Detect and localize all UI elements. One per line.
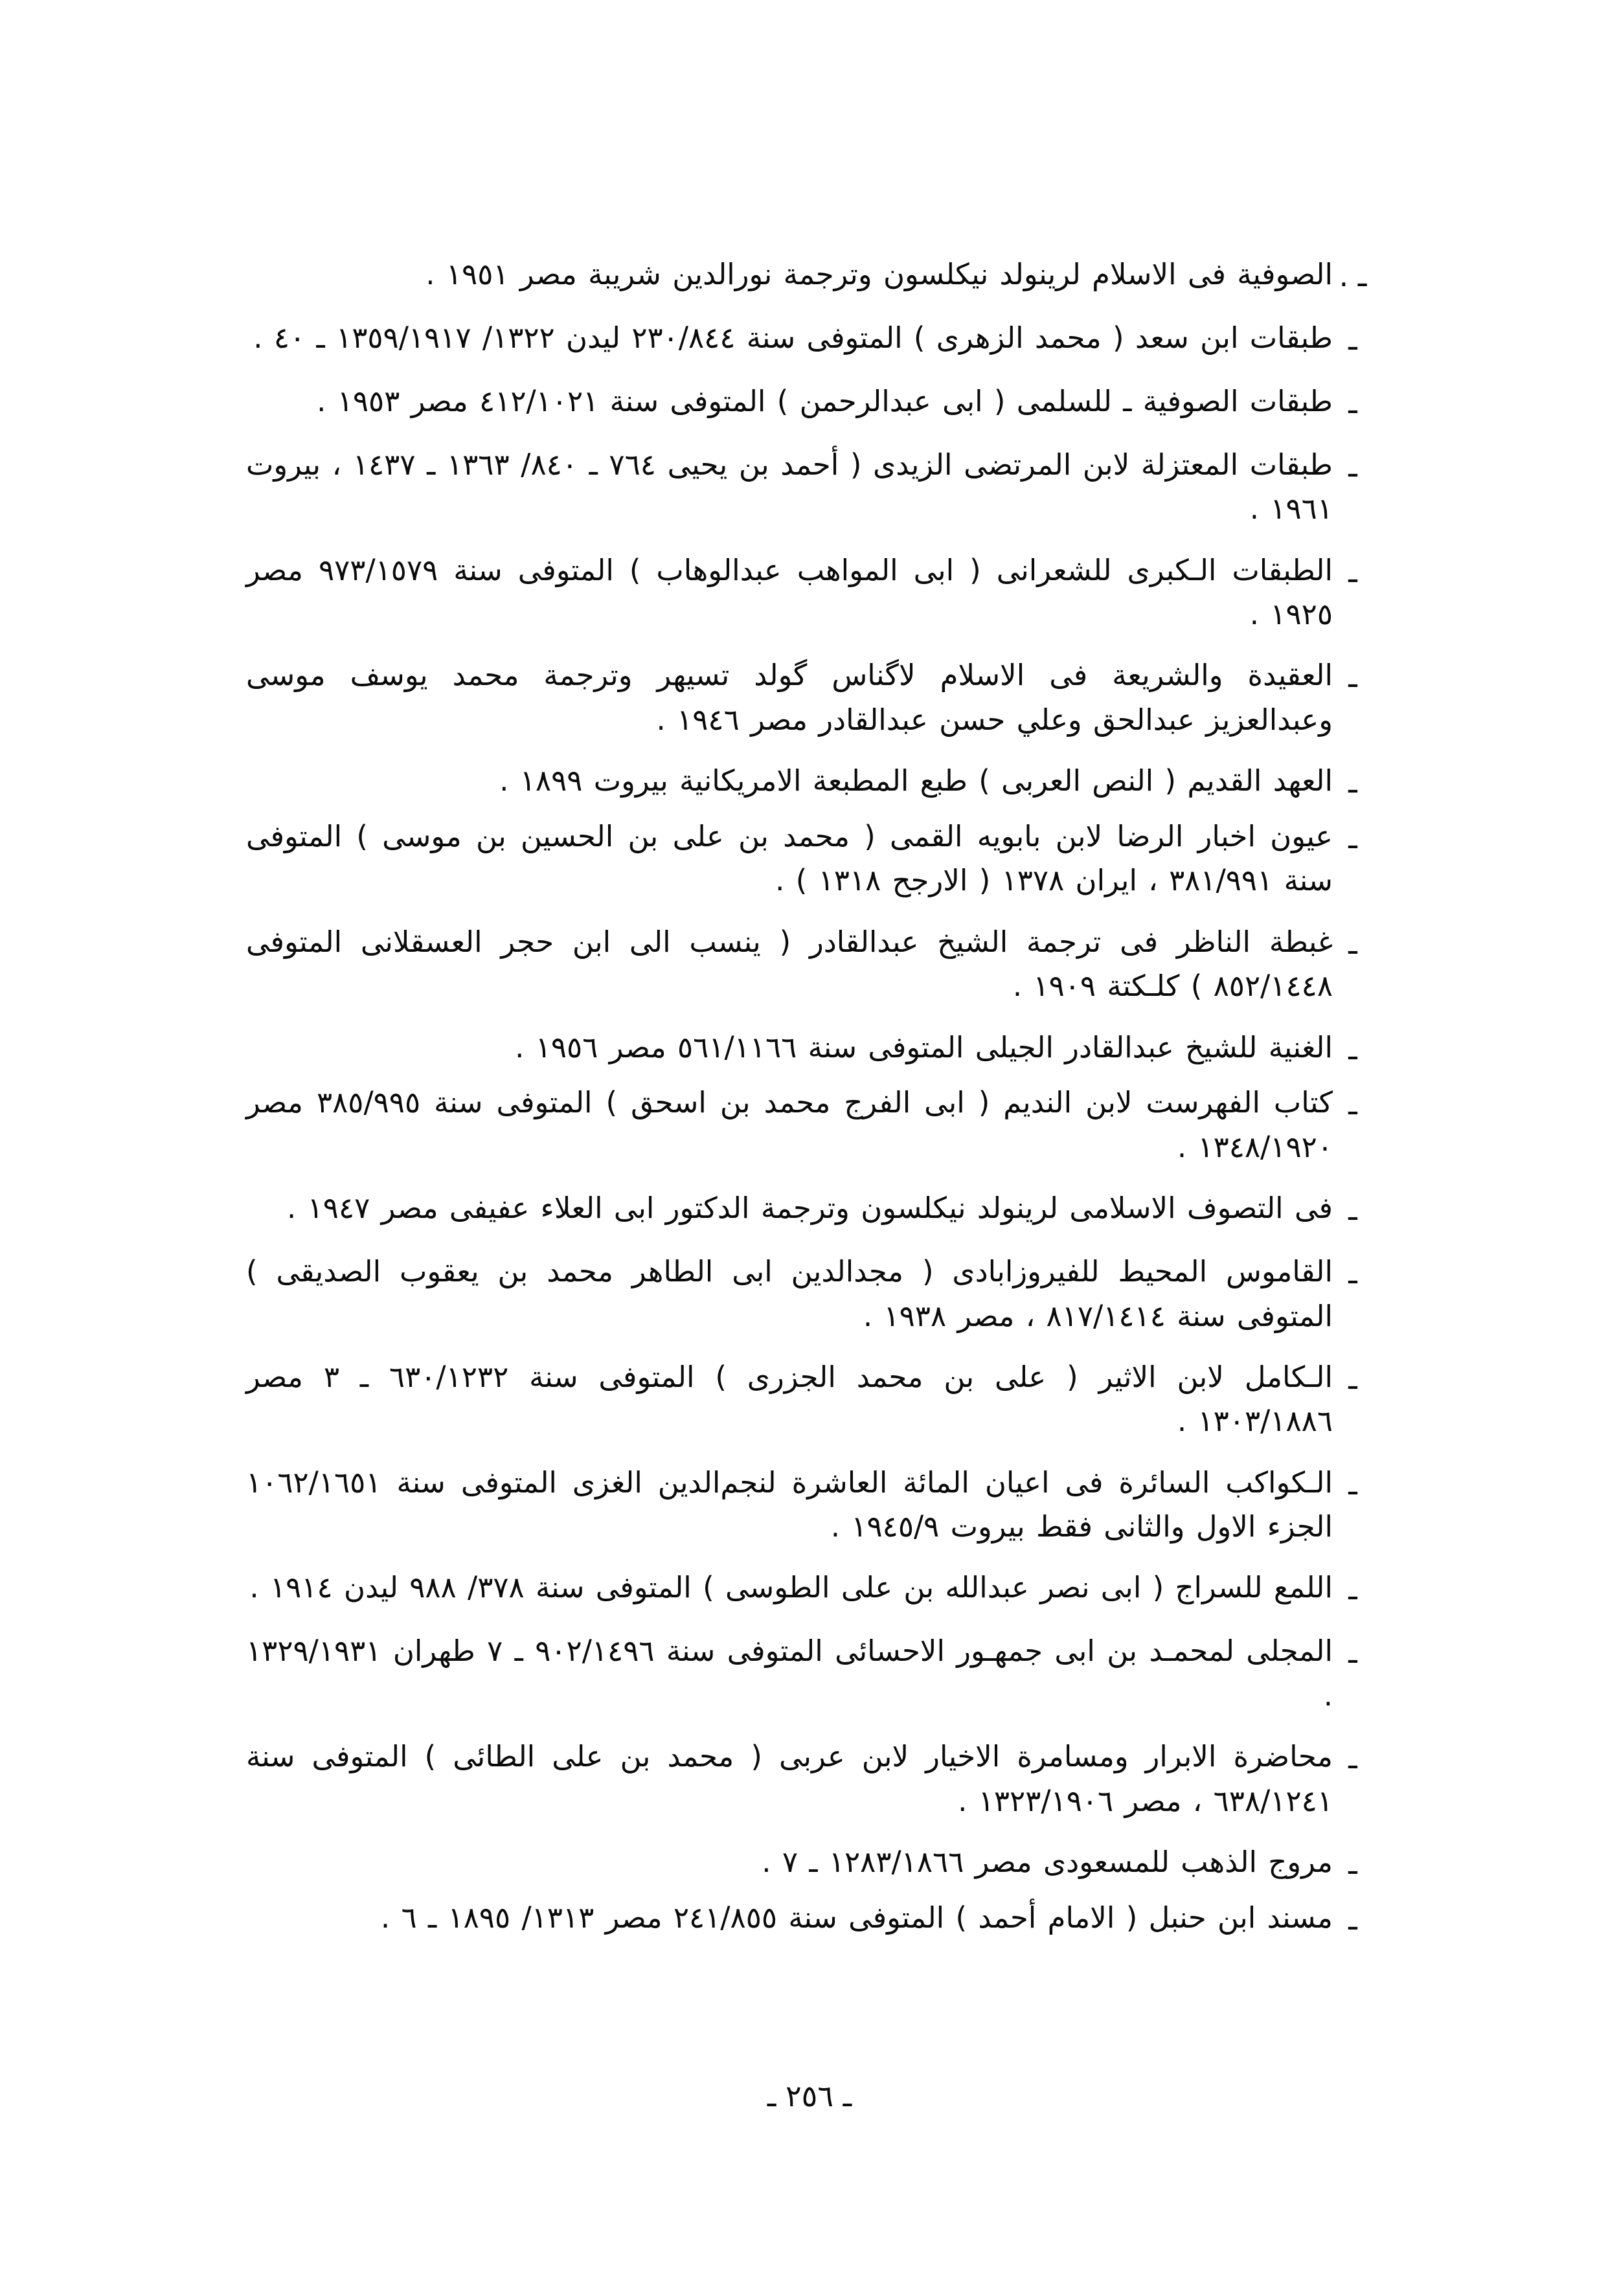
list-item [246,653,1373,742]
list-item [246,1081,1373,1169]
list-item [246,548,1373,637]
entry-bullet: ـ [1348,448,1357,484]
bibliography-list [246,253,1373,1959]
entry-bullet: ـ [1348,765,1357,800]
entry-text: طبقات المعتزلة لابن المرتضى الزيدى ( أحمد بن يحيى ٧٦٤ ـ ٨٤٠/ ١٣٦٣ ـ ١٤٣٧ ، بيروت ١٩٦١ . [246,447,1333,526]
entry-text: كتاب الفهرست لابن النديم ( ابى الفرج محمد بن اسحق ) المتوفى سنة ٣٨٥/٩٩٥ مصر ١٣٤٨/١٩٢٠ . [246,1085,1333,1164]
list-item [246,1629,1373,1718]
entry-bullet: ـ [1348,1031,1357,1066]
list-item [246,1461,1373,1549]
list-item [246,1566,1373,1612]
entry-text: طبقات ابن سعد ( محمد الزهرى ) المتوفى سنة ٢٣٠/٨٤٤ ليدن ١٣٢٢/ ١٣٥٩/١٩١٧ ـ ٤٠ . [253,320,1333,355]
entry-text: الغنية للشيخ عبدالقادر الجيلى المتوفى سنة ٥٦١/١١٦٦ مصر ١٩٥٦ . [515,1030,1333,1064]
entry-text: فى التصوف الاسلامى لرينولد نيكلسون وترجمة الدكتور ابى العلاء عفيفى مصر ١٩٤٧ . [287,1191,1333,1226]
entry-bullet: ـ [1348,1086,1357,1122]
entry-text: العقيدة والشريعة فى الاسلام لاگناس گولد تسيهر وترجمة محمد يوسف موسى وعبدالعزيز عبدالحق وعلي حسن عبدالقادر مصر ١٩٤٦ . [246,658,1333,737]
list-item [246,759,1373,805]
entry-text: غبطة الناظر فى ترجمة الشيخ عبدالقادر ( ينسب الى ابن حجر العسقلانى المتوفى ٨٥٢/١٤٤٨ ) كلـكتة ١٩٠٩ . [246,924,1333,1004]
entry-text: الـكامل لابن الاثير ( على بن محمد الجزرى ) المتوفى سنة ٦٣٠/١٢٣٢ ـ ٣ مصر ١٣٠٣/١٨٨٦ . [246,1359,1333,1439]
entry-bullet: ـ [1348,659,1357,695]
entry-text: محاضرة الابرار ومسامرة الاخيار لابن عربى ( محمد بن على الطائى ) المتوفى سنة ٦٣٨/١٢٤١ ، مصر ١٣٢٣/١٩٠٦ . [246,1739,1333,1818]
entry-bullet: ـ . [1339,258,1367,293]
entry-text: الصوفية فى الاسلام لرينولد نيكلسون وترجمة نورالدين شريبة مصر ١٩٥١ . [425,257,1333,291]
list-item [246,1186,1373,1233]
entry-text: الطبقات الـكبرى للشعرانى ( ابى المواهب عبدالوهاب ) المتوفى سنة ٩٧٣/١٥٧٩ مصر ١٩٢٥ . [246,552,1333,631]
entry-text: الـكواكب السائرة فى اعيان المائة العاشرة لنجم‌الدين الغزى المتوفى سنة ١٠٦٢/١٦٥١ الجزء الاول والثانى فقط بيروت ١٩٤٥/٩ . [246,1465,1333,1544]
entry-text: العهد القديم ( النص العربى ) طبع المطبعة الامريكانية بيروت ١٨٩٩ . [499,763,1333,798]
entry-bullet: ـ [1348,554,1357,589]
entry-bullet: ـ [1348,1571,1357,1607]
entry-text: طبقات الصوفية ـ للسلمى ( ابى عبدالرحمن ) المتوفى سنة ٤١٢/١٠٢١ مصر ١٩٥٣ . [317,383,1333,418]
entry-bullet: ـ [1348,385,1357,420]
list-item [246,253,1373,299]
list-item [246,1896,1373,1942]
entry-bullet: ـ [1348,820,1357,855]
entry-bullet: ـ [1348,1901,1357,1937]
list-item [246,316,1373,363]
entry-text: مسند ابن حنبل ( الامام أحمد ) المتوفى سنة ٢٤١/٨٥٥ مصر ١٣١٣/ ١٨٩٥ ـ ٦ . [380,1900,1333,1935]
list-item [246,443,1373,532]
list-item [246,1355,1373,1444]
list-item [246,1735,1373,1823]
entry-bullet: ـ [1348,1360,1357,1396]
page-number: ـ ٢٥٦ ـ [767,2078,852,2113]
list-item [246,1026,1373,1072]
list-item [246,1250,1373,1338]
entry-bullet: ـ [1348,1466,1357,1502]
list-item [246,379,1373,426]
entry-text: مروج الذهب للمسعودى مصر ١٢٨٣/١٨٦٦ ـ ٧ . [762,1844,1333,1879]
entry-bullet: ـ [1348,925,1357,961]
entry-bullet: ـ [1348,1635,1357,1671]
entry-text: اللمع للسراج ( ابى نصر عبدالله بن على الطوسى ) المتوفى سنة ٣٧٨/ ٩٨٨ ليدن ١٩١٤ . [249,1570,1333,1605]
entry-text: المجلى لمحمـد بن ابى جمهـور الاحسائى المتوفى سنة ٩٠٢/١٤٩٦ ـ ٧ طهران ١٣٢٩/١٩٣١ . [246,1634,1333,1713]
list-item [246,1840,1373,1887]
entry-bullet: ـ [1348,321,1357,357]
entry-text: القاموس المحيط للفيروزابادى ( مجدالدين ابى الطاهر محمد بن يعقوب الصديقى ) المتوفى سنة ٨١٧/١٤١٤ ، مصر ١٩٣٨ . [246,1254,1333,1333]
entry-text: عيون اخبار الرضا لابن بابويه القمى ( محمد بن على بن الحسين بن موسى ) المتوفى سنة ٣٨١/٩٩١ ، ايران ١٣٧٨ ( الارجح ١٣١٨ ) . [246,818,1333,898]
entry-bullet: ـ [1348,1845,1357,1881]
entry-bullet: ـ [1348,1740,1357,1776]
list-item [246,815,1373,903]
entry-bullet: ـ [1348,1255,1357,1291]
list-item [246,920,1373,1009]
entry-bullet: ـ [1348,1192,1357,1228]
